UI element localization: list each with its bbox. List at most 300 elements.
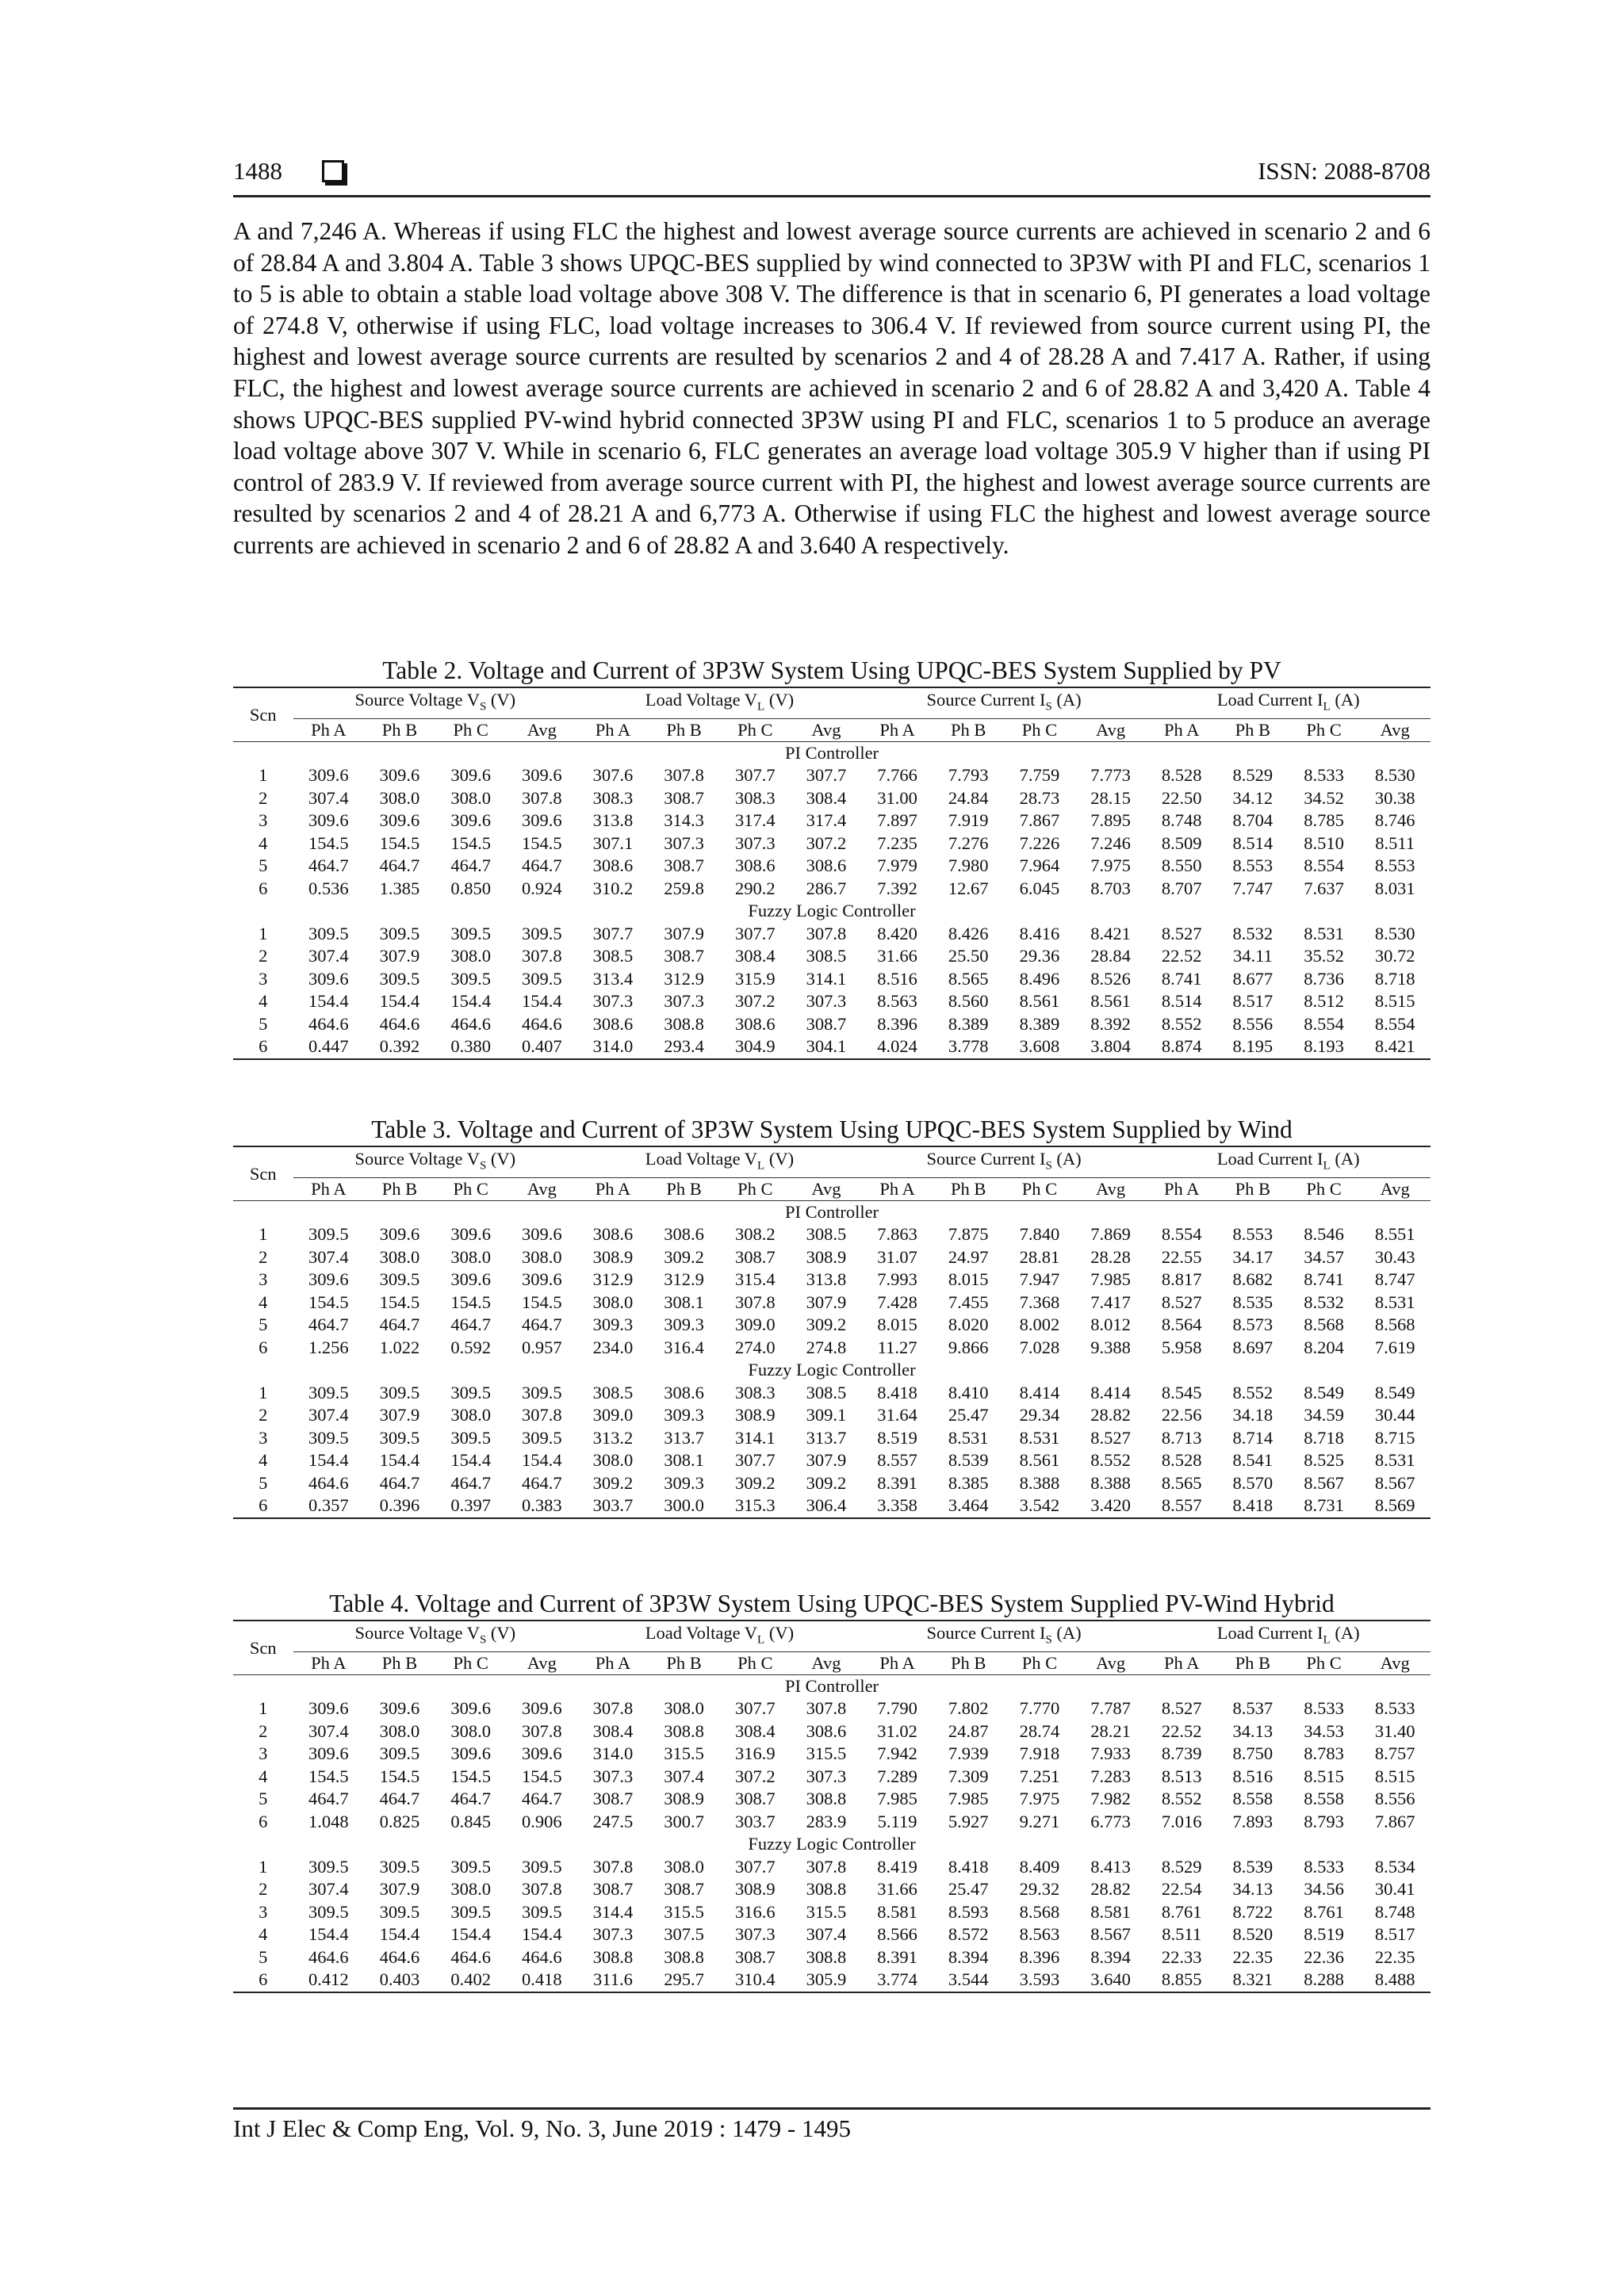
table-row (233, 1382, 1431, 1405)
phase-header: Avg (1359, 1651, 1431, 1674)
phase-header: Ph A (577, 1177, 649, 1200)
scenario-cell: 1 (259, 1382, 268, 1402)
value-cell: 8.530 (1374, 923, 1415, 943)
table-row (233, 1811, 1431, 1834)
value-cell: 307.3 (734, 832, 776, 853)
value-cell: 28.73 (1019, 787, 1060, 808)
scenario-cell: 4 (259, 1766, 268, 1786)
value-cell: 307.8 (521, 1879, 562, 1900)
scn-header: Scn (233, 687, 293, 741)
table-row (233, 878, 1431, 901)
value-cell: 8.531 (1019, 1427, 1060, 1448)
phase-header: Ph A (293, 718, 365, 741)
value-cell: 12.67 (948, 878, 989, 898)
value-cell: 7.975 (1019, 1789, 1060, 1809)
value-cell: 234.0 (592, 1337, 634, 1357)
value-cell: 308.7 (664, 946, 704, 966)
value-cell: 34.13 (1232, 1720, 1274, 1741)
phase-header: Ph A (1146, 1177, 1217, 1200)
value-cell: 34.17 (1232, 1246, 1274, 1267)
value-cell: 293.4 (664, 1036, 704, 1057)
section-title: Fuzzy Logic Controller (748, 901, 916, 921)
value-cell: 8.416 (1019, 923, 1060, 943)
value-cell: 30.43 (1374, 1246, 1415, 1267)
value-cell: 4.024 (877, 1036, 917, 1057)
value-cell: 7.619 (1374, 1337, 1415, 1357)
phase-header: Ph B (1217, 1177, 1289, 1200)
value-cell: 313.7 (664, 1427, 704, 1448)
value-cell: 22.33 (1161, 1946, 1202, 1967)
value-cell: 22.50 (1161, 787, 1202, 808)
value-cell: 307.4 (806, 1924, 847, 1945)
value-cell: 8.546 (1304, 1224, 1344, 1245)
value-cell: 464.7 (450, 855, 491, 876)
value-cell: 8.204 (1304, 1337, 1344, 1357)
value-cell: 8.549 (1304, 1382, 1344, 1402)
square-bullet-icon (322, 160, 344, 182)
phase-header: Avg (791, 1651, 862, 1674)
value-cell: 1.022 (379, 1337, 420, 1357)
value-cell: 8.527 (1161, 1698, 1202, 1719)
value-cell: 8.533 (1374, 1698, 1415, 1719)
value-cell: 308.0 (664, 1698, 704, 1719)
value-cell: 8.535 (1232, 1292, 1274, 1312)
value-cell: 307.1 (592, 832, 634, 853)
scenario-cell: 6 (259, 1495, 268, 1516)
value-cell: 22.55 (1161, 1246, 1202, 1267)
phase-header: Avg (506, 1651, 577, 1674)
value-cell: 308.9 (664, 1789, 704, 1809)
value-cell: 8.581 (877, 1901, 917, 1922)
value-cell: 464.6 (450, 1013, 491, 1034)
value-cell: 315.4 (734, 1269, 776, 1290)
value-cell: 7.455 (948, 1292, 989, 1312)
table-row (233, 1788, 1431, 1811)
value-cell: 154.5 (450, 1292, 491, 1312)
scenario-cell: 6 (259, 1811, 268, 1831)
value-cell: 307.4 (308, 1879, 349, 1900)
value-cell: 8.566 (877, 1924, 917, 1945)
column-group-header: Source Current $I_S$ (A) (862, 687, 1147, 718)
value-cell: 8.015 (877, 1314, 917, 1335)
value-cell: 313.2 (592, 1427, 634, 1448)
value-cell: 8.817 (1161, 1269, 1202, 1290)
value-cell: 22.56 (1161, 1405, 1202, 1425)
value-cell: 28.28 (1090, 1246, 1131, 1267)
table-row (233, 1766, 1431, 1789)
phase-header: Ph B (933, 1651, 1004, 1674)
value-cell: 309.5 (379, 1427, 420, 1448)
header-row-groups (233, 687, 1431, 718)
value-cell: 8.553 (1232, 1224, 1274, 1245)
scenario-cell: 2 (259, 1879, 268, 1900)
value-cell: 308.2 (734, 1224, 776, 1245)
value-cell: 7.790 (877, 1698, 917, 1719)
value-cell: 31.64 (877, 1405, 917, 1425)
value-cell: 464.7 (450, 1472, 491, 1493)
value-cell: 309.5 (450, 968, 491, 989)
value-cell: 0.397 (450, 1495, 491, 1516)
value-cell: 307.9 (379, 946, 420, 966)
scenario-cell: 1 (259, 765, 268, 786)
scenario-cell: 3 (259, 1427, 268, 1448)
value-cell: 8.568 (1019, 1901, 1060, 1922)
value-cell: 8.512 (1304, 991, 1344, 1012)
section-row (233, 1359, 1431, 1382)
value-cell: 0.357 (308, 1495, 349, 1516)
value-cell: 154.4 (308, 1924, 349, 1945)
value-cell: 7.985 (1090, 1269, 1131, 1290)
value-cell: 8.195 (1232, 1036, 1274, 1057)
value-cell: 8.529 (1161, 1856, 1202, 1877)
value-cell: 306.4 (806, 1495, 847, 1516)
table-row (233, 1246, 1431, 1269)
value-cell: 8.396 (877, 1013, 917, 1034)
value-cell: 8.713 (1161, 1427, 1202, 1448)
value-cell: 7.840 (1019, 1224, 1060, 1245)
value-cell: 7.028 (1019, 1337, 1060, 1357)
value-cell: 308.7 (592, 1789, 634, 1809)
value-cell: 8.748 (1374, 1901, 1415, 1922)
value-cell: 3.608 (1019, 1036, 1060, 1057)
value-cell: 8.557 (1161, 1495, 1202, 1516)
value-cell: 0.392 (379, 1036, 420, 1057)
value-cell: 309.6 (308, 1269, 349, 1290)
value-cell: 308.7 (664, 1879, 704, 1900)
value-cell: 309.5 (450, 1382, 491, 1402)
table-row (233, 855, 1431, 878)
table-caption: Table 2. Voltage and Current of 3P3W System Using UPQC-BES System Supplied by PV (382, 656, 1281, 684)
value-cell: 28.81 (1019, 1246, 1060, 1267)
scenario-cell: 5 (259, 1314, 268, 1335)
table-row (233, 1223, 1431, 1246)
value-cell: 7.985 (948, 1789, 989, 1809)
value-cell: 8.561 (1090, 991, 1131, 1012)
value-cell: 7.947 (1019, 1269, 1060, 1290)
value-cell: 8.553 (1232, 855, 1274, 876)
value-cell: 8.531 (948, 1427, 989, 1448)
value-cell: 308.7 (734, 1946, 776, 1967)
value-cell: 8.677 (1232, 968, 1274, 989)
value-cell: 0.380 (450, 1036, 491, 1057)
value-cell: 300.7 (664, 1811, 704, 1831)
value-cell: 308.7 (664, 787, 704, 808)
table-row (233, 1856, 1431, 1879)
column-group-header: Source Current $I_S$ (A) (862, 1146, 1147, 1177)
value-cell: 8.707 (1161, 878, 1202, 898)
phase-header: Ph A (862, 718, 933, 741)
value-cell: 9.271 (1019, 1811, 1060, 1831)
value-cell: 464.7 (379, 1314, 420, 1335)
value-cell: 309.6 (450, 765, 491, 786)
value-cell: 307.3 (592, 991, 634, 1012)
value-cell: 315.5 (806, 1901, 847, 1922)
value-cell: 8.496 (1019, 968, 1060, 989)
value-cell: 307.3 (592, 1924, 634, 1945)
value-cell: 7.942 (877, 1743, 917, 1764)
phase-header: Ph C (1004, 718, 1075, 741)
value-cell: 464.7 (379, 1789, 420, 1809)
value-cell: 34.53 (1304, 1720, 1344, 1741)
phase-header: Ph A (862, 1177, 933, 1200)
value-cell: 6.045 (1019, 878, 1060, 898)
value-cell: 309.3 (664, 1472, 704, 1493)
phase-header: Ph C (719, 1177, 791, 1200)
value-cell: 464.7 (450, 1314, 491, 1335)
value-cell: 8.554 (1161, 1224, 1202, 1245)
value-cell: 154.4 (521, 991, 562, 1012)
value-cell: 8.746 (1374, 810, 1415, 831)
value-cell: 8.528 (1161, 1450, 1202, 1471)
value-cell: 8.426 (948, 923, 989, 943)
value-cell: 8.533 (1304, 1856, 1344, 1877)
value-cell: 5.119 (877, 1811, 917, 1831)
value-cell: 309.6 (521, 1698, 562, 1719)
value-cell: 0.957 (521, 1337, 562, 1357)
value-cell: 8.722 (1232, 1901, 1274, 1922)
phase-header: Ph C (435, 1651, 507, 1674)
value-cell: 308.8 (664, 1013, 704, 1034)
value-cell: 313.8 (592, 810, 634, 831)
value-cell: 8.761 (1161, 1901, 1202, 1922)
value-cell: 464.7 (521, 1314, 562, 1335)
value-cell: 8.572 (948, 1924, 989, 1945)
value-cell: 315.5 (806, 1743, 847, 1764)
section-title: PI Controller (784, 742, 879, 763)
value-cell: 8.564 (1161, 1314, 1202, 1335)
table-row (233, 990, 1431, 1013)
scenario-cell: 1 (259, 1224, 268, 1245)
value-cell: 8.563 (1019, 1924, 1060, 1945)
value-cell: 308.9 (592, 1246, 634, 1267)
value-cell: 7.226 (1019, 832, 1060, 853)
value-cell: 154.5 (379, 832, 420, 853)
value-cell: 307.4 (308, 787, 349, 808)
value-cell: 309.5 (521, 1901, 562, 1922)
value-cell: 309.0 (592, 1405, 634, 1425)
value-cell: 8.553 (1374, 855, 1415, 876)
value-cell: 307.8 (664, 765, 704, 786)
phase-header: Ph C (1289, 1651, 1360, 1674)
value-cell: 8.545 (1161, 1382, 1202, 1402)
value-cell: 307.3 (664, 991, 704, 1012)
value-cell: 303.7 (592, 1495, 634, 1516)
phase-header: Ph C (719, 1651, 791, 1674)
value-cell: 464.7 (379, 1472, 420, 1493)
value-cell: 8.714 (1232, 1427, 1274, 1448)
value-cell: 29.36 (1019, 946, 1060, 966)
value-cell: 8.556 (1232, 1013, 1274, 1034)
value-cell: 309.1 (806, 1405, 847, 1425)
section-row (233, 1833, 1431, 1856)
value-cell: 28.82 (1090, 1879, 1131, 1900)
value-cell: 7.993 (877, 1269, 917, 1290)
value-cell: 307.3 (592, 1766, 634, 1786)
table-row (233, 764, 1431, 787)
value-cell: 8.549 (1374, 1382, 1415, 1402)
value-cell: 309.6 (521, 1743, 562, 1764)
value-cell: 7.867 (1374, 1811, 1415, 1831)
value-cell: 34.12 (1232, 787, 1274, 808)
value-cell: 8.703 (1090, 878, 1131, 898)
value-cell: 311.6 (593, 1969, 633, 1990)
phase-header: Ph B (649, 1177, 720, 1200)
section-row (233, 1200, 1431, 1223)
table-row (233, 1494, 1431, 1518)
table-2-block (233, 657, 1431, 1060)
value-cell: 309.6 (450, 1743, 491, 1764)
value-cell: 154.4 (308, 991, 349, 1012)
page-number: 1488 (233, 157, 282, 185)
phase-header: Avg (1075, 1177, 1147, 1200)
value-cell: 8.761 (1304, 1901, 1344, 1922)
phase-header: Ph B (364, 718, 435, 741)
value-cell: 309.6 (521, 1224, 562, 1245)
value-cell: 8.568 (1304, 1314, 1344, 1335)
value-cell: 315.9 (734, 968, 776, 989)
value-cell: 8.031 (1374, 878, 1415, 898)
value-cell: 8.793 (1304, 1811, 1344, 1831)
value-cell: 8.593 (948, 1901, 989, 1922)
value-cell: 308.6 (806, 855, 847, 876)
scenario-cell: 4 (259, 1924, 268, 1945)
value-cell: 3.640 (1090, 1969, 1131, 1990)
value-cell: 1.048 (308, 1811, 349, 1831)
scenario-cell: 5 (259, 1472, 268, 1493)
value-cell: 8.541 (1232, 1450, 1274, 1471)
header-row-phases (233, 1177, 1431, 1200)
value-cell: 8.556 (1374, 1789, 1415, 1809)
value-cell: 7.964 (1019, 855, 1060, 876)
value-cell: 317.4 (806, 810, 847, 831)
value-cell: 309.2 (592, 1472, 634, 1493)
value-cell: 8.567 (1090, 1924, 1131, 1945)
value-cell: 7.289 (877, 1766, 917, 1786)
value-cell: 7.283 (1090, 1766, 1131, 1786)
section-title: PI Controller (784, 1675, 879, 1696)
value-cell: 8.757 (1374, 1743, 1415, 1764)
value-cell: 464.7 (308, 1314, 349, 1335)
table-row (233, 1720, 1431, 1743)
value-cell: 34.57 (1304, 1246, 1344, 1267)
value-cell: 8.527 (1161, 923, 1202, 943)
value-cell: 307.2 (734, 991, 776, 1012)
value-cell: 8.513 (1161, 1766, 1202, 1786)
scenario-cell: 4 (259, 1292, 268, 1312)
phase-header: Avg (1359, 718, 1431, 741)
value-cell: 7.918 (1019, 1743, 1060, 1764)
value-cell: 307.4 (664, 1766, 704, 1786)
value-cell: 309.5 (450, 1901, 491, 1922)
value-cell: 307.8 (592, 1856, 634, 1877)
value-cell: 0.412 (308, 1969, 349, 1990)
value-cell: 464.7 (308, 855, 349, 876)
column-group-header: Load Current $I_L$ (A) (1146, 687, 1431, 718)
value-cell: 307.8 (806, 1698, 847, 1719)
data-table (233, 1620, 1431, 1993)
value-cell: 309.6 (379, 765, 420, 786)
value-cell: 3.358 (877, 1495, 917, 1516)
value-cell: 308.6 (806, 1720, 847, 1741)
header-row-phases (233, 718, 1431, 741)
value-cell: 8.511 (1375, 832, 1415, 853)
value-cell: 8.531 (1374, 1292, 1415, 1312)
value-cell: 8.389 (948, 1013, 989, 1034)
value-cell: 309.5 (450, 1427, 491, 1448)
value-cell: 154.5 (450, 1766, 491, 1786)
value-cell: 309.3 (592, 1314, 634, 1335)
value-cell: 8.741 (1161, 968, 1202, 989)
value-cell: 154.4 (379, 1450, 420, 1471)
scenario-cell: 1 (259, 1856, 268, 1877)
value-cell: 8.517 (1374, 1924, 1415, 1945)
value-cell: 7.897 (877, 810, 917, 831)
value-cell: 8.510 (1304, 832, 1344, 853)
value-cell: 8.534 (1374, 1856, 1415, 1877)
value-cell: 316.4 (664, 1337, 704, 1357)
value-cell: 308.4 (734, 946, 776, 966)
value-cell: 464.6 (308, 1013, 349, 1034)
value-cell: 307.6 (592, 765, 634, 786)
scenario-cell: 5 (259, 1789, 268, 1809)
value-cell: 307.3 (734, 1924, 776, 1945)
value-cell: 307.3 (806, 1766, 847, 1786)
value-cell: 0.396 (379, 1495, 420, 1516)
value-cell: 8.517 (1232, 991, 1274, 1012)
value-cell: 3.774 (877, 1969, 917, 1990)
scenario-cell: 5 (259, 855, 268, 876)
phase-header: Ph C (1004, 1651, 1075, 1674)
value-cell: 8.697 (1232, 1337, 1274, 1357)
value-cell: 307.7 (734, 1698, 776, 1719)
value-cell: 31.66 (877, 946, 917, 966)
table-row (233, 1901, 1431, 1924)
value-cell: 29.34 (1019, 1405, 1060, 1425)
value-cell: 309.5 (308, 1901, 349, 1922)
value-cell: 8.528 (1161, 765, 1202, 786)
value-cell: 7.939 (948, 1743, 989, 1764)
value-cell: 308.0 (664, 1856, 704, 1877)
value-cell: 3.778 (948, 1036, 989, 1057)
value-cell: 308.5 (806, 1224, 847, 1245)
value-cell: 8.539 (1232, 1856, 1274, 1877)
value-cell: 8.718 (1304, 1427, 1344, 1448)
value-cell: 8.558 (1304, 1789, 1344, 1809)
value-cell: 308.6 (734, 1013, 776, 1034)
value-cell: 154.5 (521, 1292, 562, 1312)
value-cell: 8.391 (877, 1946, 917, 1967)
value-cell: 1.385 (379, 878, 420, 898)
scenario-cell: 6 (259, 1036, 268, 1057)
value-cell: 7.368 (1019, 1292, 1060, 1312)
value-cell: 8.515 (1374, 991, 1415, 1012)
value-cell: 309.6 (379, 1224, 420, 1245)
value-cell: 308.0 (450, 787, 491, 808)
scenario-cell: 3 (259, 1901, 268, 1922)
value-cell: 8.410 (948, 1382, 989, 1402)
value-cell: 308.8 (806, 1879, 847, 1900)
header-row-phases (233, 1651, 1431, 1674)
phase-header: Ph A (577, 1651, 649, 1674)
value-cell: 307.2 (806, 832, 847, 853)
value-cell: 8.418 (877, 1382, 917, 1402)
value-cell: 3.464 (948, 1495, 989, 1516)
value-cell: 7.773 (1090, 765, 1131, 786)
scn-header: Scn (233, 1146, 293, 1200)
value-cell: 308.0 (521, 1246, 562, 1267)
value-cell: 310.4 (734, 1969, 776, 1990)
value-cell: 8.511 (1162, 1924, 1202, 1945)
